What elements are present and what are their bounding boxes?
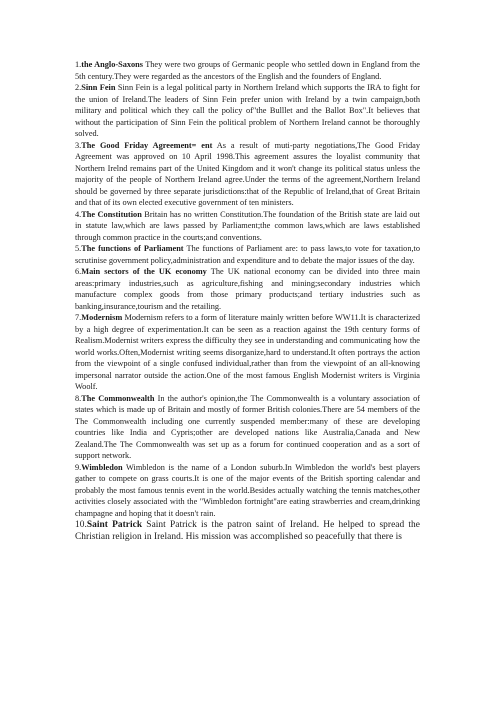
entry-term: The Commonwealth <box>81 393 155 403</box>
entry-text: Sinn Fein is a legal political party in Northern Ireland which supports the IRA to fight for the union of Ireland.The leaders of Sinn Fein prefer union with Ireland by a twin campaign,both military and political which they call the policy of"the Bulllet and the Ballot Box".It believes that without the participation of Sinn Fein the political problem of Northern Ireland cannot be thoroughly solved. <box>75 83 420 138</box>
entry-term: Sinn Fein <box>81 83 116 92</box>
entry-functions-of-parliament <box>75 243 420 266</box>
entry-number: 10. <box>75 520 87 530</box>
entry-term: the Anglo-Saxons <box>81 60 144 69</box>
document-body <box>75 59 420 543</box>
entry-term: Wimbledon <box>81 462 123 472</box>
entry-term: Saint Patrick <box>86 520 143 530</box>
entry-text: As a result of muti-party negotiations,The Good Friday Agreement was approved on 10 April 1998.This agreement assures the loyalist community that Northern Irelnd remains part of the United Kingdom and it won't change its political status unless the majority of the people of Northern Ireland agree.Under the terms of the agreement,Northern Ireland should be governed by three separate jurisdictions:that of the Republic of Ireland,that of Great Britain and that of its own elected executive government of ten ministers. <box>75 140 420 207</box>
entry-number: 9. <box>75 462 82 472</box>
entry-text: The UK national economy can be divided into three main areas:primary industries,such as agriculture,fishing and mining;secondary industries which manufacture complex goods from those primary products;and tertiary industries such as banking,insurance,tourism and the retailing. <box>75 267 420 311</box>
entry-number: 3. <box>75 140 82 150</box>
entry-good-friday-agreement <box>75 140 420 209</box>
entry-term: Main sectors of the UK economy <box>81 267 207 276</box>
entry-text: Britain has no written Constitution.The foundation of the British state are laid out in statute law,which are laws passed by Parliament;the common laws,which are laws established through common practice in the courts;and conventions. <box>75 209 420 242</box>
entry-constitution <box>75 209 420 244</box>
entry-modernism <box>75 312 420 393</box>
entry-number: 1. <box>75 60 82 69</box>
entry-commonwealth <box>75 393 420 462</box>
entry-number: 5. <box>75 244 82 253</box>
entry-sinn-fein <box>75 82 420 140</box>
entry-term: The Good Friday Agreement= ent <box>81 140 213 150</box>
entry-term: The functions of Parliament <box>81 244 184 253</box>
entry-text: Modernism refers to a form of literature mainly written before WW11.It is characterized by a high degree of experimentation.It can be seen as a reaction against the 19th century forms of Realism.Modernist writers express the difficulty they see in understanding and communicating how the world works.Often,Modernist writing seems disorganize,hard to understand.It often portrays the action from the viewpoint of a single confused individual,rather than from the viewpoint of an all-knowing impersonal narrator outside the action.One of the most famous English Modernist writers is Virginia Woolf. <box>75 313 420 391</box>
entry-number: 7. <box>75 313 82 322</box>
entry-term: Modernism <box>81 313 123 322</box>
entry-number: 2. <box>75 83 82 92</box>
entry-anglo-saxons <box>75 59 420 82</box>
entry-uk-economy <box>75 266 420 312</box>
entry-text: Saint Patrick is the patron saint of Ireland. He helped to spread the Christian religion in Ireland. His mission was accomplished so peacefully that there is <box>75 520 420 543</box>
entry-text: In the author's opinion,the The Commonwealth is a voluntary association of states which is made up of Britain and mostly of former British colonies.There are 54 members of the The Commonwealth including one currently suspended member:many of these are developing countries like India and Cypris;other are developed nations like Australia,Canada and New Zealand.The The Commonwealth was set up as a forum for continued cooperation and as a sort of support network. <box>75 393 421 460</box>
entry-text: They were two groups of Germanic people who settled down in England from the 5th century.They were regarded as the ancestors of the English and the founders of England. <box>75 60 420 81</box>
entry-text: Wimbledon is the name of a London suburb.In Wimbledon the world's best players gather to compete on grass courts.It is one of the major events of the British sporting calendar and probably the most famous tennis event in the world.Besides actually watching the tennis matches,other activities closely associated with the "Wimbledon fortnight"are eating strawberries and cream,drinking champagne and hoping that it doesn't rain. <box>75 462 420 518</box>
entry-number: 6. <box>75 267 82 276</box>
entry-term: The Constitution <box>81 209 142 219</box>
entry-saint-patrick <box>75 519 420 543</box>
entry-number: 4. <box>75 209 82 219</box>
entry-text: The functions of Parliament are: to pass laws,to vote for taxation,to scrutinise government policy,administration and expenditure and to debate the major issues of the day. <box>75 244 421 265</box>
entry-wimbledon <box>75 462 420 520</box>
entry-number: 8. <box>75 393 82 403</box>
